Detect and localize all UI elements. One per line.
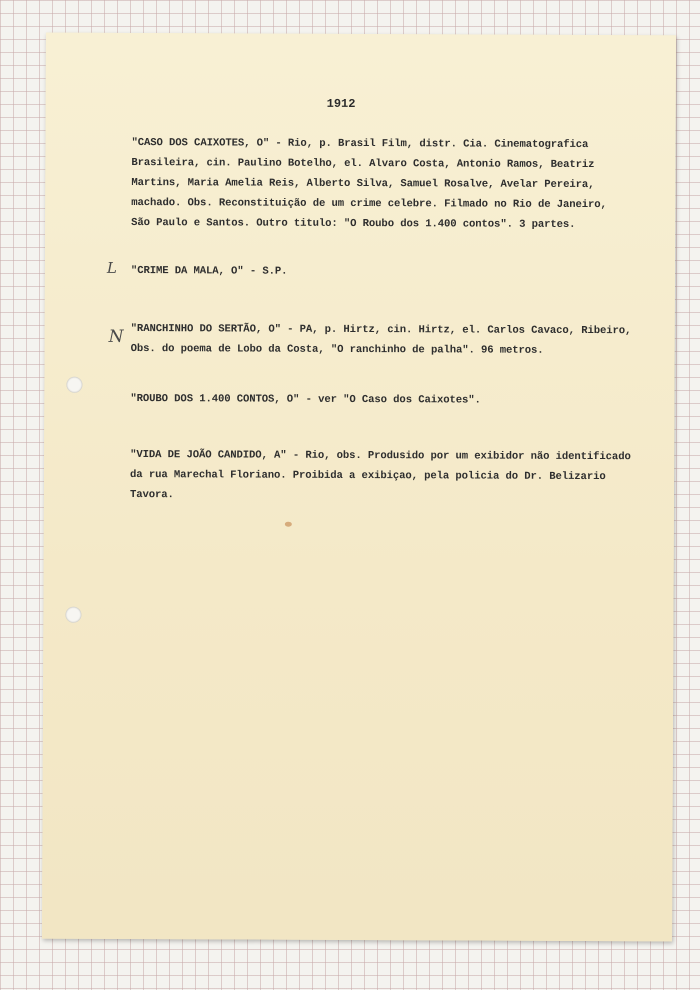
entry-line: "RANCHINHO DO SERTÃO, O" - PA, p. Hirtz, cin. Hirtz, el. Carlos Cavaco, Ribeiro, <box>130 323 632 338</box>
entry-line: machado. Obs. Reconstituição de um crime celebre. Filmado no Rio de Janeiro, <box>131 197 607 212</box>
page-year: 1912 <box>326 96 356 111</box>
entry-line: Obs. do poema de Lobo da Costa, "O ranchinho de palha". 96 metros. <box>130 343 544 357</box>
handwritten-margin-mark: N <box>108 326 124 347</box>
filmography-entry-roubo-dos-1400-contos <box>130 389 650 411</box>
punch-hole <box>66 377 82 393</box>
entry-line: da rua Marechal Floriano. Proibida a exibiçao, pela policia do Dr. Belizario <box>130 469 606 484</box>
entry-line: "ROUBO DOS 1.400 CONTOS, O" - ver "O Caso dos Caixotes". <box>130 393 481 407</box>
filmography-entry-ranchinho-do-sertao <box>131 319 651 361</box>
filmography-entry-caso-dos-caixotes <box>131 133 651 235</box>
entry-line: "VIDA DE JOÃO CANDIDO, A" - Rio, obs. Produsido por um exibidor não identificado <box>130 449 631 464</box>
punch-hole <box>65 607 81 623</box>
handwritten-margin-mark: L <box>106 258 117 277</box>
paper-stain <box>285 522 292 527</box>
entry-line: Martins, Maria Amelia Reis, Alberto Silva, Samuel Rosalve, Avelar Pereira, <box>131 177 595 192</box>
filmography-entry-vida-de-joao-candido <box>130 445 650 507</box>
entry-line: São Paulo e Santos. Outro titulo: "O Roubo dos 1.400 contos". 3 partes. <box>131 217 576 231</box>
entry-line: "CASO DOS CAIXOTES, O" - Rio, p. Brasil Film, distr. Cia. Cinematografica <box>131 137 589 151</box>
typewritten-page <box>42 33 676 942</box>
entry-line: Tavora. <box>129 489 174 502</box>
entry-line: Brasileira, cin. Paulino Botelho, el. Alvaro Costa, Antonio Ramos, Beatriz <box>131 157 595 172</box>
entry-line: "CRIME DA MALA, O" - S.P. <box>130 265 288 278</box>
filmography-entry-crime-da-mala <box>131 261 651 283</box>
